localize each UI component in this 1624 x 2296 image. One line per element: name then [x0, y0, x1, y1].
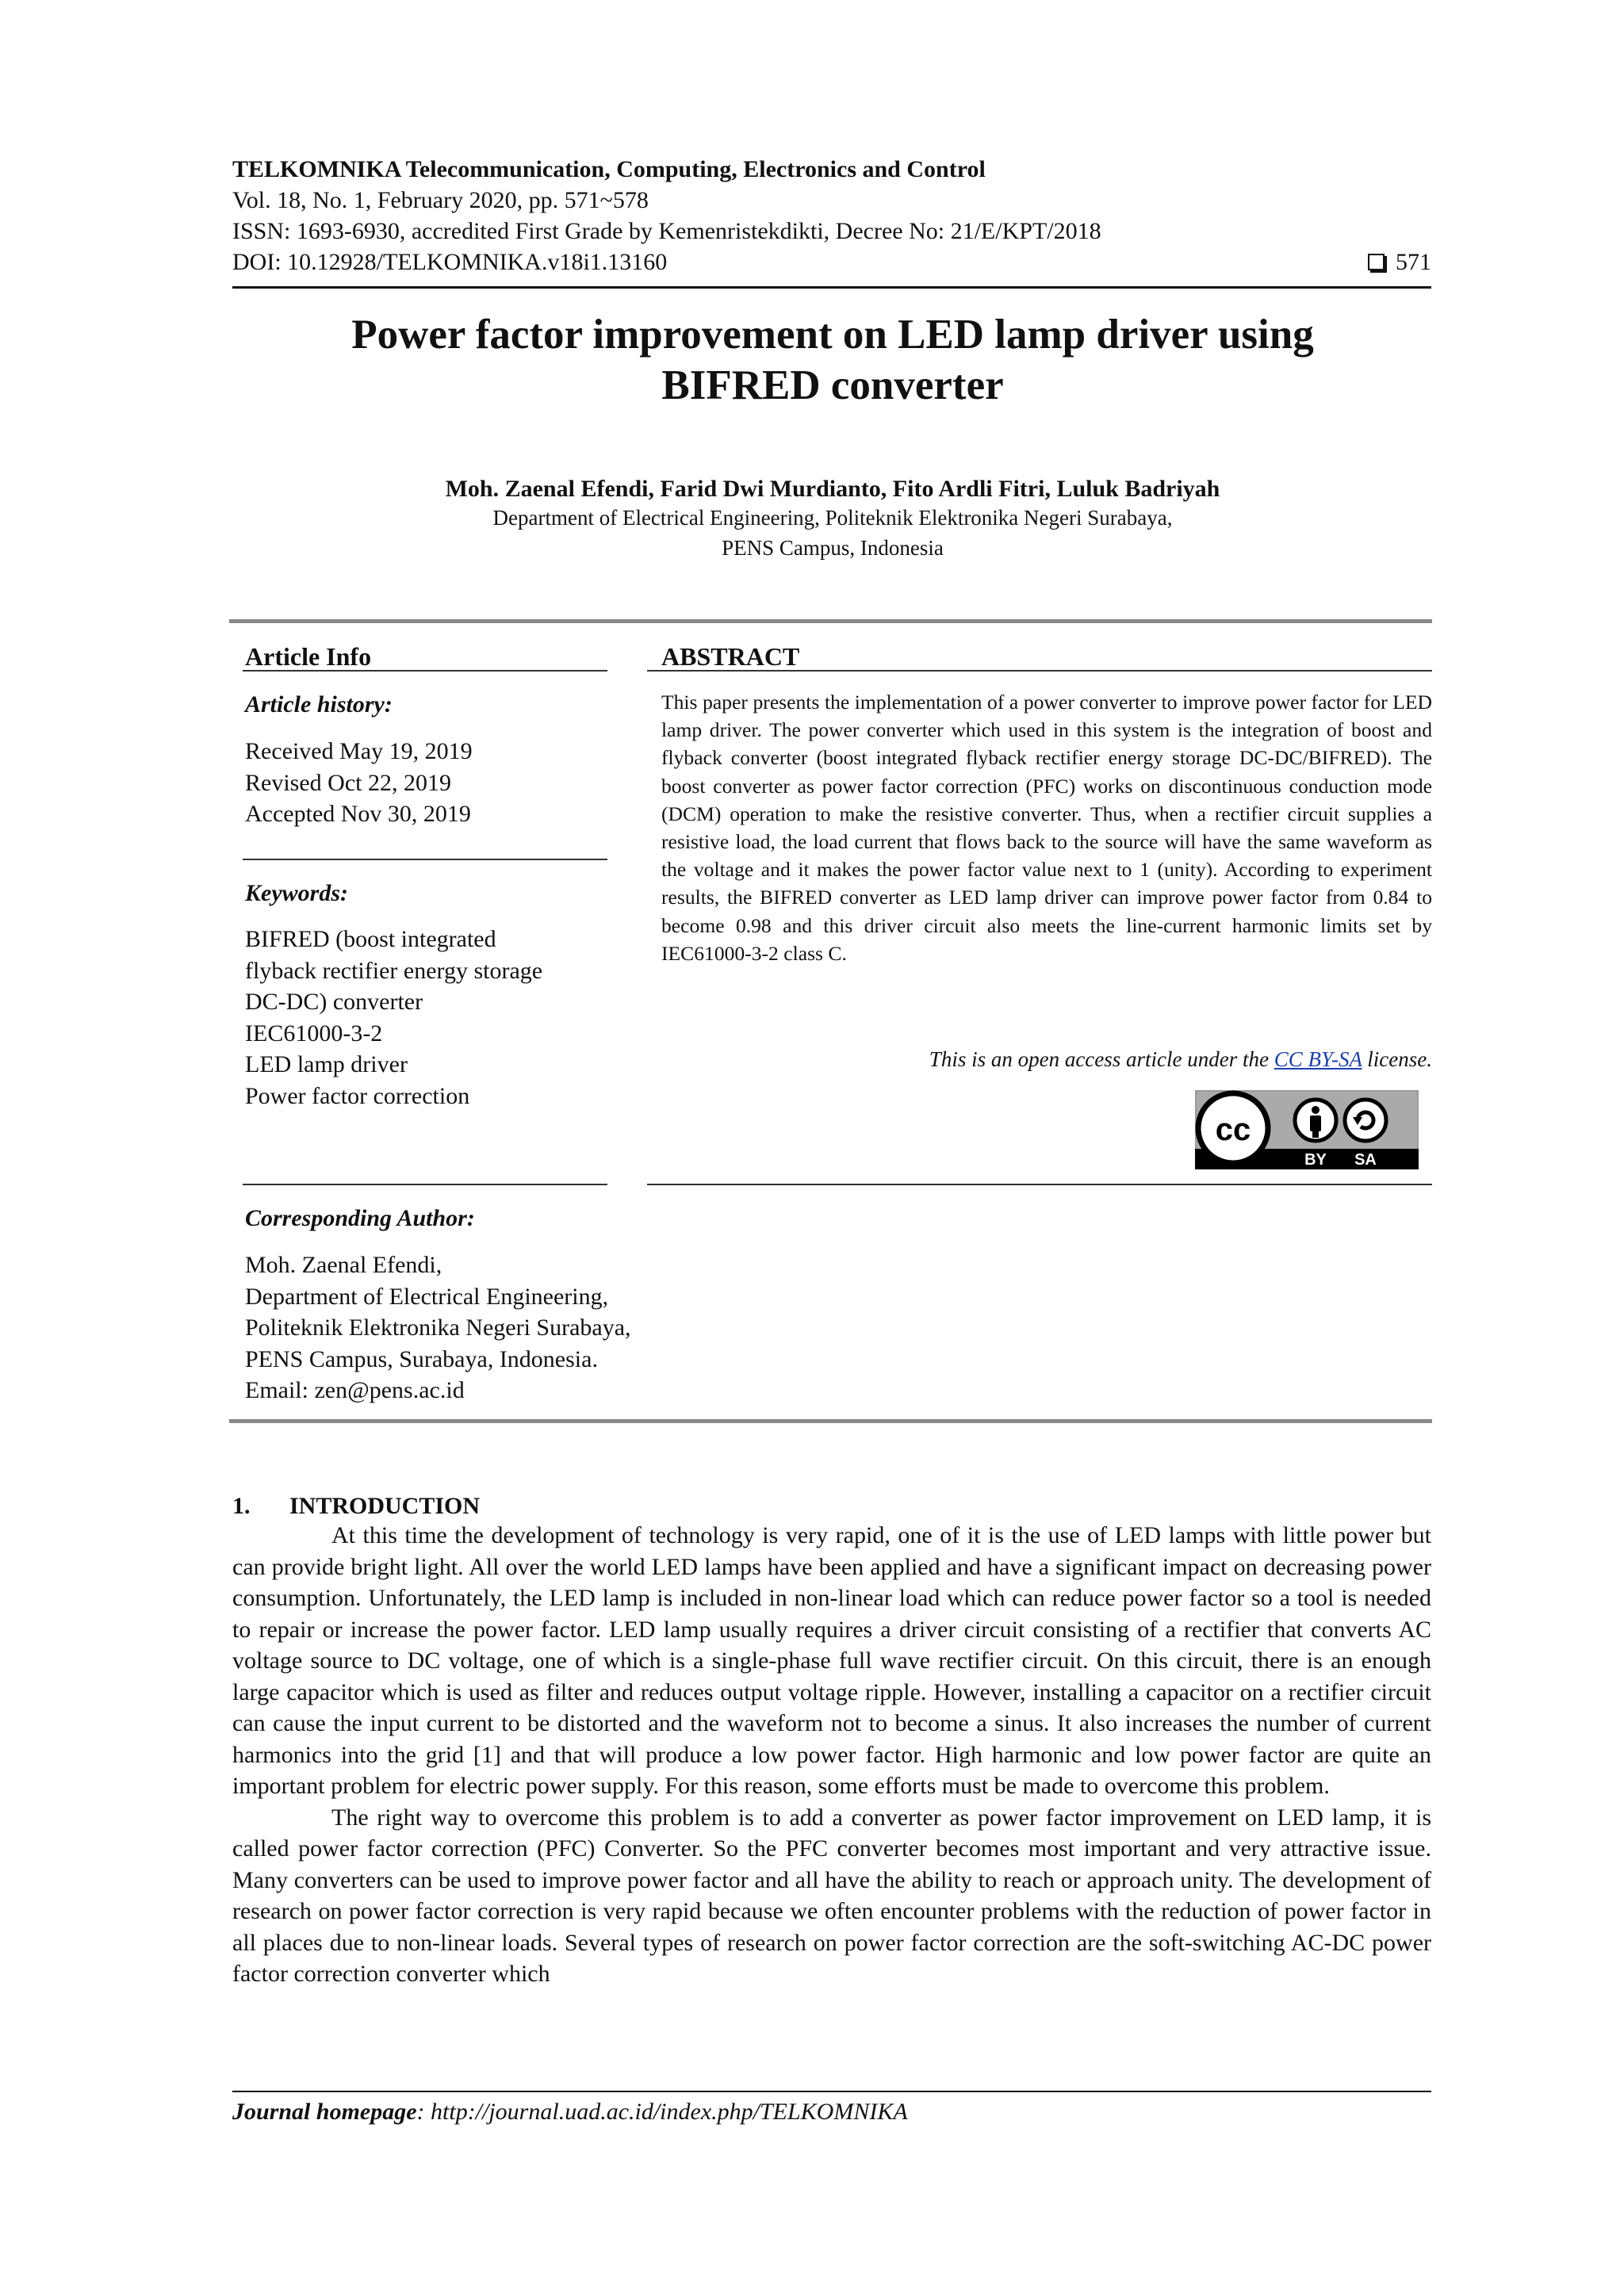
article-history: [245, 736, 473, 830]
abstract-bottom-rule: [647, 1184, 1432, 1185]
author-institution: Politeknik Elektronika Negeri Surabaya,: [245, 1314, 631, 1341]
author-name: Moh. Zaenal Efendi,: [245, 1252, 442, 1278]
paper-title: [238, 309, 1427, 411]
journal-name: TELKOMNIKA Telecommunication, Computing, Electronics and Control: [232, 156, 986, 182]
keywords-list: [245, 924, 542, 1112]
footer-rule: [232, 2091, 1431, 2092]
keyword-line: IEC61000-3-2: [245, 1020, 383, 1047]
accepted-date: Accepted Nov 30, 2019: [245, 801, 471, 827]
sa-label: SA: [1354, 1151, 1377, 1169]
article-info-heading: Article Info: [245, 642, 372, 671]
keyword-line: flyback rectifier energy storage: [245, 957, 543, 984]
license-prefix: This is an open access article under the: [929, 1047, 1274, 1071]
keyword-line: LED lamp driver: [245, 1051, 408, 1077]
received-date: Received May 19, 2019: [245, 738, 473, 764]
authors: Moh. Zaenal Efendi, Farid Dwi Murdianto, Fito Ardli Fitri, Luluk Badriyah: [445, 476, 1220, 502]
affiliation-line-1: Department of Electrical Engineering, Politeknik Elektronika Negeri Surabaya,: [492, 506, 1173, 530]
info-box-top-rule: [229, 619, 1432, 623]
author-email: Email: zen@pens.ac.id: [245, 1377, 465, 1403]
affiliation: [238, 503, 1427, 563]
cc-by-sa-badge[interactable]: [1195, 1090, 1419, 1169]
license-suffix: license.: [1362, 1047, 1432, 1071]
cc-icon-text: cc: [1215, 1112, 1251, 1147]
title-line-2: BIFRED converter: [661, 362, 1004, 408]
issn-info: ISSN: 1693-6930, accredited First Grade by Kemenristekdikti, Decree No: 21/E/KPT/2018: [232, 218, 1101, 244]
revised-date: Revised Oct 22, 2019: [245, 769, 451, 796]
info-box-bottom-rule: [229, 1419, 1432, 1423]
volume-info: Vol. 18, No. 1, February 2020, pp. 571~578: [232, 187, 649, 213]
page-box-icon: [1368, 254, 1385, 270]
history-rule: [243, 859, 607, 860]
license-link[interactable]: CC BY-SA: [1274, 1047, 1362, 1071]
keyword-line: Power factor correction: [245, 1082, 470, 1109]
section-number: 1.: [232, 1493, 251, 1519]
keywords-rule: [243, 1184, 607, 1185]
homepage-url[interactable]: : http://journal.uad.ac.id/index.php/TELKOMNIKA: [416, 2099, 908, 2125]
author-campus: PENS Campus, Surabaya, Indonesia.: [245, 1345, 598, 1372]
homepage-label: Journal homepage: [232, 2099, 417, 2125]
header-rule: [232, 286, 1431, 289]
introduction-heading: [232, 1491, 480, 1521]
corresponding-author-heading: Corresponding Author:: [245, 1205, 475, 1231]
abstract-text: This paper presents the implementation of a power converter to improve power factor for LED lamp driver. The power converter which used in this system is the integration of boost and flyback converter (boost integrated flyback rectifier energy storage DC-DC/BIFRED). The boost converter as power factor correction (PFC) works on discontinuous conduction mode (DCM) operation to make the resistive converter. Thus, when a rectifier circuit supplies a resistive load, the load current that flows back to the source will have the same waveform as the voltage and it makes the power factor value next to 1 (unity). According to experiment results, the BIFRED converter as LED lamp driver can improve power factor from 0.84 to become 0.98 and this driver circuit also meets the line-current harmonic limits set by IEC61000-3-2 class C.: [661, 691, 1432, 965]
title-line-1: Power factor improvement on LED lamp driver using: [351, 312, 1314, 358]
paragraph: The right way to overcome this problem is to add a converter as power factor improvement on LED lamp, it is called power factor correction (PFC) Converter. So the PFC converter becomes most important and very attractive issue. Many converters can be used to improve power factor and all have the ability to reach or approach unity. The development of research on power factor correction is very rapid because we often encounter problems with the reduction of power factor in all places due to non-linear loads. Several types of research on power factor correction are the soft-switching AC-DC power factor correction converter which: [232, 1804, 1431, 1987]
cc-by-sa-badge-graphic: [1195, 1090, 1419, 1169]
keyword-line: DC-DC) converter: [245, 989, 423, 1015]
by-label: BY: [1304, 1151, 1327, 1169]
journal-homepage: [232, 2097, 908, 2127]
affiliation-line-2: PENS Campus, Indonesia: [722, 536, 944, 560]
corresponding-author: [245, 1249, 631, 1406]
introduction-body: [232, 1520, 1431, 1990]
paragraph: At this time the development of technology is very rapid, one of it is the use of LED lamps with little power but can provide bright light. All over the world LED lamps have been applied and have a significant impact on decreasing power consumption. Unfortunately, the LED lamp is included in non-linear load which can reduce power factor so a tool is needed to repair or increase the power factor. LED lamp usually requires a driver circuit consisting of a rectifier that converts AC voltage source to DC voltage, one of which is a single-phase full wave rectifier circuit. On this circuit, there is an enough large capacitor which is used as filter and reduces output voltage ripple. However, installing a capacitor on a rectifier circuit can cause the input current to be distorted and the waveform not to become a sinus. It also increases the number of current harmonics into the grid [1] and that will produce a low power factor. High harmonic and low power factor are quite an important problem for electric power supply. For this reason, some efforts must be made to overcome this problem.: [232, 1522, 1431, 1799]
sa-icon: [1345, 1100, 1386, 1141]
license-statement: [929, 1045, 1432, 1073]
page-number-text: 571: [1396, 249, 1431, 275]
abstract-heading: ABSTRACT: [661, 642, 800, 671]
author-dept: Department of Electrical Engineering,: [245, 1283, 609, 1310]
doi-info: DOI: 10.12928/TELKOMNIKA.v18i1.13160: [232, 249, 668, 275]
keywords-heading: Keywords:: [245, 880, 348, 906]
keyword-line: BIFRED (boost integrated: [245, 926, 496, 952]
page-number: [1368, 247, 1431, 277]
article-history-heading: Article history:: [245, 691, 393, 718]
section-title: INTRODUCTION: [289, 1493, 481, 1519]
